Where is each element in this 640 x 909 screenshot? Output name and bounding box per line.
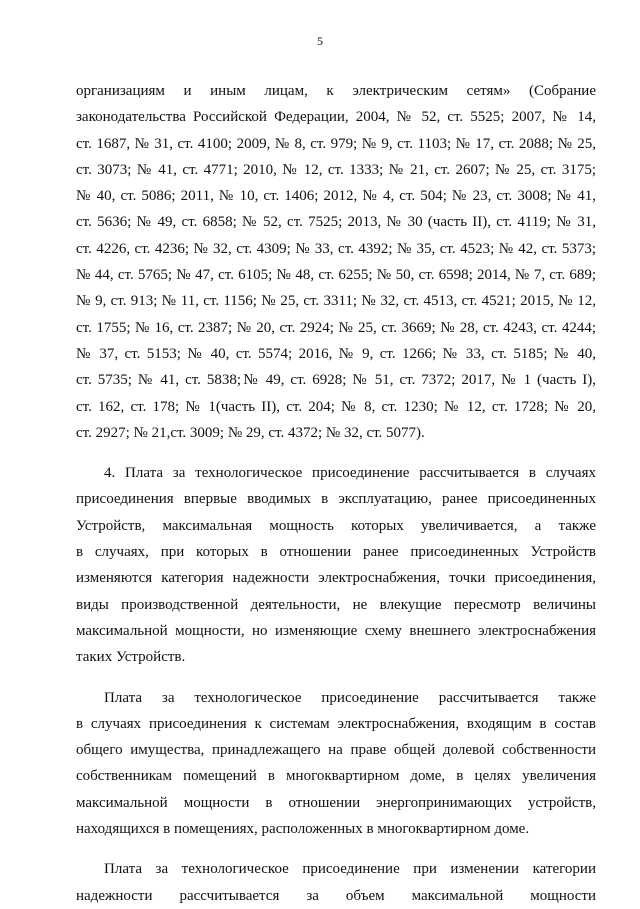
text-line: надежности рассчитывается за объем максимальной мощности: [76, 887, 596, 904]
text-line: организациям и иным лицам, к электрическим сетям» (Собрание: [76, 83, 596, 99]
page-number: 5: [317, 34, 323, 48]
paragraph-citations: [76, 78, 596, 446]
text-line: собственникам помещений в многоквартирном доме, в целях увеличения: [76, 768, 596, 785]
text-line: № 40, ст. 5086; 2011, № 10, ст. 1406; 2012, № 4, ст. 504; № 23, ст. 3008; № 41,: [76, 188, 596, 205]
document-body: [76, 78, 596, 909]
text-line: максимальной мощности, но изменяющие схему внешнего электроснабжения: [76, 622, 596, 639]
text-line: 4. Плата за технологическое присоединение рассчитывается в случаях: [104, 465, 596, 482]
text-line: ст. 5735; № 41, ст. 5838;№ 49, ст. 6928; № 51, ст. 7372; 2017, № 1 (часть I),: [76, 372, 596, 389]
text-line: ст. 3073; № 41, ст. 4771; 2010, № 12, ст. 1333; № 21, ст. 2607; № 25, ст. 3175;: [76, 161, 596, 178]
text-line: Плата за технологическое присоединение при изменении категории: [104, 861, 596, 878]
text-line: ст. 2927; № 21,ст. 3009; № 29, ст. 4372; № 32, ст. 5077).: [76, 424, 425, 441]
text-line: ст. 1755; № 16, ст. 2387; № 20, ст. 2924; № 25, ст. 3669; № 28, ст. 4243, ст. 4244;: [76, 319, 596, 336]
text-line: № 44, ст. 5765; № 47, ст. 6105; № 48, ст. 6255; № 50, ст. 6598; 2014, № 7, ст. 689;: [76, 267, 596, 284]
text-line: находящихся в помещениях, расположенных в многоквартирном доме.: [76, 821, 530, 838]
text-line: № 37, ст. 5153; № 40, ст. 5574; 2016, № 9, ст. 1266; № 33, ст. 5185; № 40,: [76, 345, 596, 362]
text-line: максимальной мощности в отношении энергопринимающих устройств,: [76, 794, 596, 811]
text-line: виды производственной деятельности, не влекущие пересмотр величины: [76, 596, 596, 613]
text-line: ст. 5636; № 49, ст. 6858; № 52, ст. 7525; 2013, № 30 (часть II), ст. 4119; № 31,: [76, 214, 596, 231]
text-line: Устройств, максимальная мощность которых увеличивается, а также: [76, 517, 596, 534]
paragraph-4-fee-cases: [76, 460, 596, 670]
text-line: ст. 162, ст. 178; № 1(часть II), ст. 204; № 8, ст. 1230; № 12, ст. 1728; № 20,: [76, 398, 596, 415]
text-line: № 9, ст. 913; № 11, ст. 1156; № 25, ст. 3311; № 32, ст. 4513, ст. 4521; 2015, № 12,: [76, 293, 596, 310]
text-line: ст. 4226, ст. 4236; № 32, ст. 4309; № 33, ст. 4392; № 35, ст. 4523; № 42, ст. 5373;: [76, 240, 596, 257]
text-line: законодательства Российской Федерации, 2004, № 52, ст. 5525; 2007, № 14,: [76, 109, 596, 126]
text-line: общего имущества, принадлежащего на праве общей долевой собственности: [76, 742, 596, 759]
text-line: Плата за технологическое присоединение рассчитывается также: [104, 689, 596, 706]
paragraph-apartment-building: [76, 685, 596, 843]
text-line: ст. 1687, № 31, ст. 4100; 2009, № 8, ст. 979; № 9, ст. 1103; № 17, ст. 2088; № 25,: [76, 135, 596, 152]
paragraph-reliability-category: [76, 856, 596, 909]
text-line: присоединения впервые вводимых в эксплуатацию, ранее присоединенных: [76, 491, 596, 508]
text-line: таких Устройств.: [76, 649, 186, 666]
text-line: изменяются категория надежности электроснабжения, точки присоединения,: [76, 570, 596, 587]
text-line: в случаях присоединения к системам электроснабжения, входящим в состав: [76, 715, 596, 732]
text-line: в случаях, при которых в отношении ранее присоединенных Устройств: [76, 544, 596, 561]
